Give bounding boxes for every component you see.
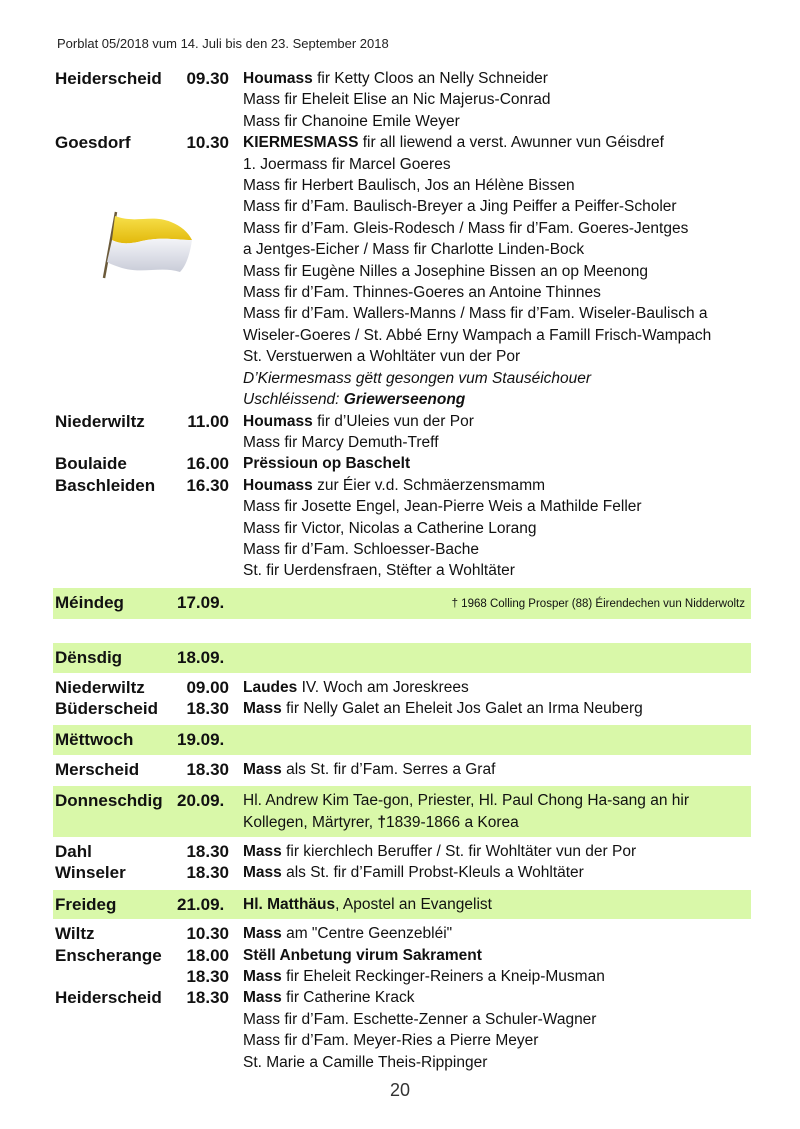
location: Heiderscheid — [55, 69, 162, 88]
intention: fir Eheleit Reckinger-Reiners a Kneip-Musman — [281, 968, 605, 986]
service-text — [243, 677, 751, 698]
schedule-line — [53, 154, 751, 175]
intention: Mass fir d’Fam. Wallers-Manns / Mass fir d’Fam. Wiseler-Baulisch a — [243, 305, 708, 323]
choir-note: D’Kiermesmass gëtt gesongen vum Stauséichouer — [243, 369, 592, 387]
day-date: 19.09. — [177, 730, 225, 750]
schedule-line — [53, 560, 751, 581]
schedule-line — [53, 841, 751, 862]
time: 18.30 — [186, 698, 229, 718]
location: Dahl — [55, 842, 92, 861]
location: Niederwiltz — [55, 677, 145, 697]
intention: Wiseler-Goeres / St. Abbé Erny Wampach a Famill Frisch-Wampach — [243, 326, 712, 344]
service-text — [243, 862, 751, 883]
day-date: 20.09. — [177, 791, 225, 811]
schedule-line — [53, 698, 751, 719]
cemetery-blessing-note: Uschléissend: Griewerseenong — [243, 391, 466, 409]
schedule-line — [53, 89, 751, 110]
time: 09.00 — [186, 677, 229, 697]
schedule-line — [53, 303, 751, 324]
schedule-line — [53, 346, 751, 367]
intention: Mass fir Josette Engel, Jean-Pierre Weis a Mathilde Feller — [243, 498, 642, 516]
schedule-line — [53, 1030, 751, 1051]
location: Wiltz — [55, 924, 95, 944]
time: 16.30 — [186, 475, 229, 495]
time: 18.30 — [186, 863, 229, 883]
schedule-line — [53, 518, 751, 539]
intention: 1. Joermass fir Marcel Goeres — [243, 155, 451, 173]
day-name: Freideg — [55, 894, 117, 914]
schedule-line — [53, 539, 751, 560]
service-type: Prëssioun op Baschelt — [243, 455, 411, 473]
service-text — [243, 966, 751, 987]
service-text — [243, 475, 751, 496]
day-header-donneschdig — [53, 786, 751, 837]
day-date: 18.09. — [177, 648, 225, 668]
intention: St. fir Uerdensfraen, Stëfter a Wohltäter — [243, 562, 515, 580]
schedule-line — [53, 496, 751, 517]
intention: Mass fir Victor, Nicolas a Catherine Lorang — [243, 519, 537, 537]
schedule-line — [53, 432, 751, 453]
time: 10.30 — [186, 133, 229, 153]
intention: Mass fir d’Fam. Gleis-Rodesch / Mass fir d’Fam. Goeres-Jentges — [243, 219, 689, 237]
intention: zur Éier v.d. Schmäerzensmamm — [312, 476, 546, 494]
page-number: 20 — [389, 1080, 411, 1100]
time: 18.30 — [186, 842, 229, 861]
intention: Mass fir Marcy Demuth-Treff — [243, 433, 439, 451]
location: Enscherange — [55, 945, 162, 965]
schedule-line — [53, 411, 751, 432]
intention: Mass fir d’Fam. Baulisch-Breyer a Jing Peiffer a Peiffer-Scholer — [243, 198, 677, 216]
service-type: Houmass — [243, 412, 313, 430]
day-header-meindeg — [53, 588, 751, 619]
intention: St. Marie a Camille Theis-Rippinger — [243, 1053, 488, 1071]
day-header-mettwoch — [53, 725, 751, 754]
time: 09.30 — [186, 69, 229, 88]
intention: Mass fir d’Fam. Thinnes-Goeres an Antoine Thinnes — [243, 284, 601, 302]
page-header: Porblat 05/2018 vum 14. Juli bis den 23. September 2018 — [57, 36, 389, 51]
schedule-line — [53, 239, 751, 260]
intention: als St. fir d’Famill Probst-Kleuls a Wohltäter — [281, 864, 584, 882]
schedule-line — [53, 325, 751, 346]
service-text — [243, 945, 751, 966]
location: Merscheid — [55, 759, 140, 779]
service-type: Mass — [243, 968, 282, 986]
schedule-line — [53, 453, 751, 474]
intention: Mass fir Herbert Baulisch, Jos an Hélène Bissen — [243, 177, 575, 195]
schedule-line — [53, 1052, 751, 1073]
service-type: Mass — [243, 843, 282, 860]
time: 11.00 — [187, 411, 229, 431]
schedule-line — [53, 923, 751, 944]
schedule-line — [53, 261, 751, 282]
time: 18.30 — [186, 759, 229, 779]
day-header-freideg — [53, 890, 751, 919]
intention: als St. fir d’Fam. Serres a Graf — [281, 760, 496, 778]
anniversary-note: † 1968 Colling Prosper (88) Éirendechen vun Nidderwoltz — [451, 597, 745, 610]
service-text — [243, 923, 751, 944]
intention: fir kierchlech Beruffer / St. fir Wohltäter vun der Por — [281, 843, 637, 860]
day-header-densdig — [53, 643, 751, 672]
service-text — [243, 453, 751, 474]
schedule-line — [53, 862, 751, 883]
day-name: Mëttwoch — [55, 730, 134, 750]
schedule-line — [53, 218, 751, 239]
feast-description: Hl. Andrew Kim Tae-gon, Priester, Hl. Paul Chong Ha-sang an hir Kollegen, Märtyrer, †1839-1866 a Korea — [243, 792, 689, 831]
time: 18.00 — [186, 945, 229, 965]
service-text — [243, 698, 751, 719]
location: Heiderscheid — [55, 988, 162, 1008]
service-text — [243, 68, 751, 89]
service-text — [243, 841, 751, 862]
schedule-line — [53, 282, 751, 303]
mass-schedule — [53, 68, 751, 1073]
service-type: Laudes — [243, 678, 298, 696]
schedule-line — [53, 368, 751, 389]
location: Winseler — [55, 863, 126, 883]
intention: fir Nelly Galet an Eheleit Jos Galet an Irma Neuberg — [281, 699, 643, 717]
service-type: Mass — [243, 760, 282, 778]
service-type: Houmass — [243, 476, 313, 494]
location: Niederwiltz — [55, 411, 145, 431]
time: 16.00 — [186, 454, 229, 474]
intention: fir Catherine Krack — [281, 989, 415, 1007]
schedule-line — [53, 945, 751, 966]
schedule-line — [53, 759, 751, 780]
service-type: Mass — [243, 925, 282, 943]
schedule-line — [53, 196, 751, 217]
service-type: Mass — [243, 989, 282, 1007]
schedule-line — [53, 175, 751, 196]
feast-description: Hl. Matthäus, Apostel an Evangelist — [243, 895, 492, 913]
service-type: Mass — [243, 864, 282, 882]
intention: fir d’Uleies vun der Por — [312, 412, 474, 430]
day-date: 17.09. — [177, 592, 225, 612]
service-type: Stëll Anbetung virum Sakrament — [243, 946, 482, 964]
intention: Mass fir d’Fam. Eschette-Zenner a Schuler-Wagner — [243, 1010, 597, 1028]
time: 18.30 — [186, 988, 229, 1008]
intention: fir Ketty Cloos an Nelly Schneider — [312, 70, 548, 87]
intention: Mass fir Eugène Nilles a Josephine Bissen an op Meenong — [243, 262, 648, 280]
service-type: Houmass — [243, 70, 313, 87]
schedule-line — [53, 68, 751, 89]
intention: am "Centre Geenzebléi" — [281, 925, 453, 943]
service-type: KIERMESMASS — [243, 134, 359, 152]
day-date: 21.09. — [177, 894, 225, 914]
schedule-line — [53, 475, 751, 496]
location: Goesdorf — [55, 133, 131, 153]
schedule-line — [53, 1009, 751, 1030]
intention: Mass fir d’Fam. Schloesser-Bache — [243, 540, 480, 558]
schedule-line — [53, 111, 751, 132]
time: 10.30 — [186, 924, 229, 944]
intention: St. Verstuerwen a Wohltäter vun der Por — [243, 348, 521, 366]
day-name: Donneschdig — [55, 791, 163, 811]
service-text — [243, 987, 751, 1008]
schedule-line — [53, 132, 751, 153]
location: Baschleiden — [55, 475, 156, 495]
day-name: Dënsdig — [55, 648, 123, 668]
service-text — [243, 759, 751, 780]
location: Boulaide — [55, 454, 127, 474]
schedule-line — [53, 389, 751, 410]
service-type: Mass — [243, 699, 282, 717]
intention: a Jentges-Eicher / Mass fir Charlotte Linden-Bock — [243, 241, 585, 259]
schedule-line — [53, 966, 751, 987]
service-text — [243, 132, 751, 153]
intention: Mass fir Eheleit Elise an Nic Majerus-Conrad — [243, 91, 551, 109]
schedule-line — [53, 677, 751, 698]
day-name: Méindeg — [55, 592, 124, 612]
time: 18.30 — [186, 967, 229, 987]
location: Büderscheid — [55, 698, 158, 718]
schedule-line — [53, 987, 751, 1008]
location — [53, 966, 177, 987]
service-text — [243, 411, 751, 432]
intention: Mass fir d’Fam. Meyer-Ries a Pierre Meyer — [243, 1032, 539, 1050]
intention: IV. Woch am Joreskrees — [297, 678, 469, 696]
intention: fir all liewend a verst. Awunner vun Géisdref — [358, 134, 664, 152]
intention: Mass fir Chanoine Emile Weyer — [243, 112, 460, 130]
